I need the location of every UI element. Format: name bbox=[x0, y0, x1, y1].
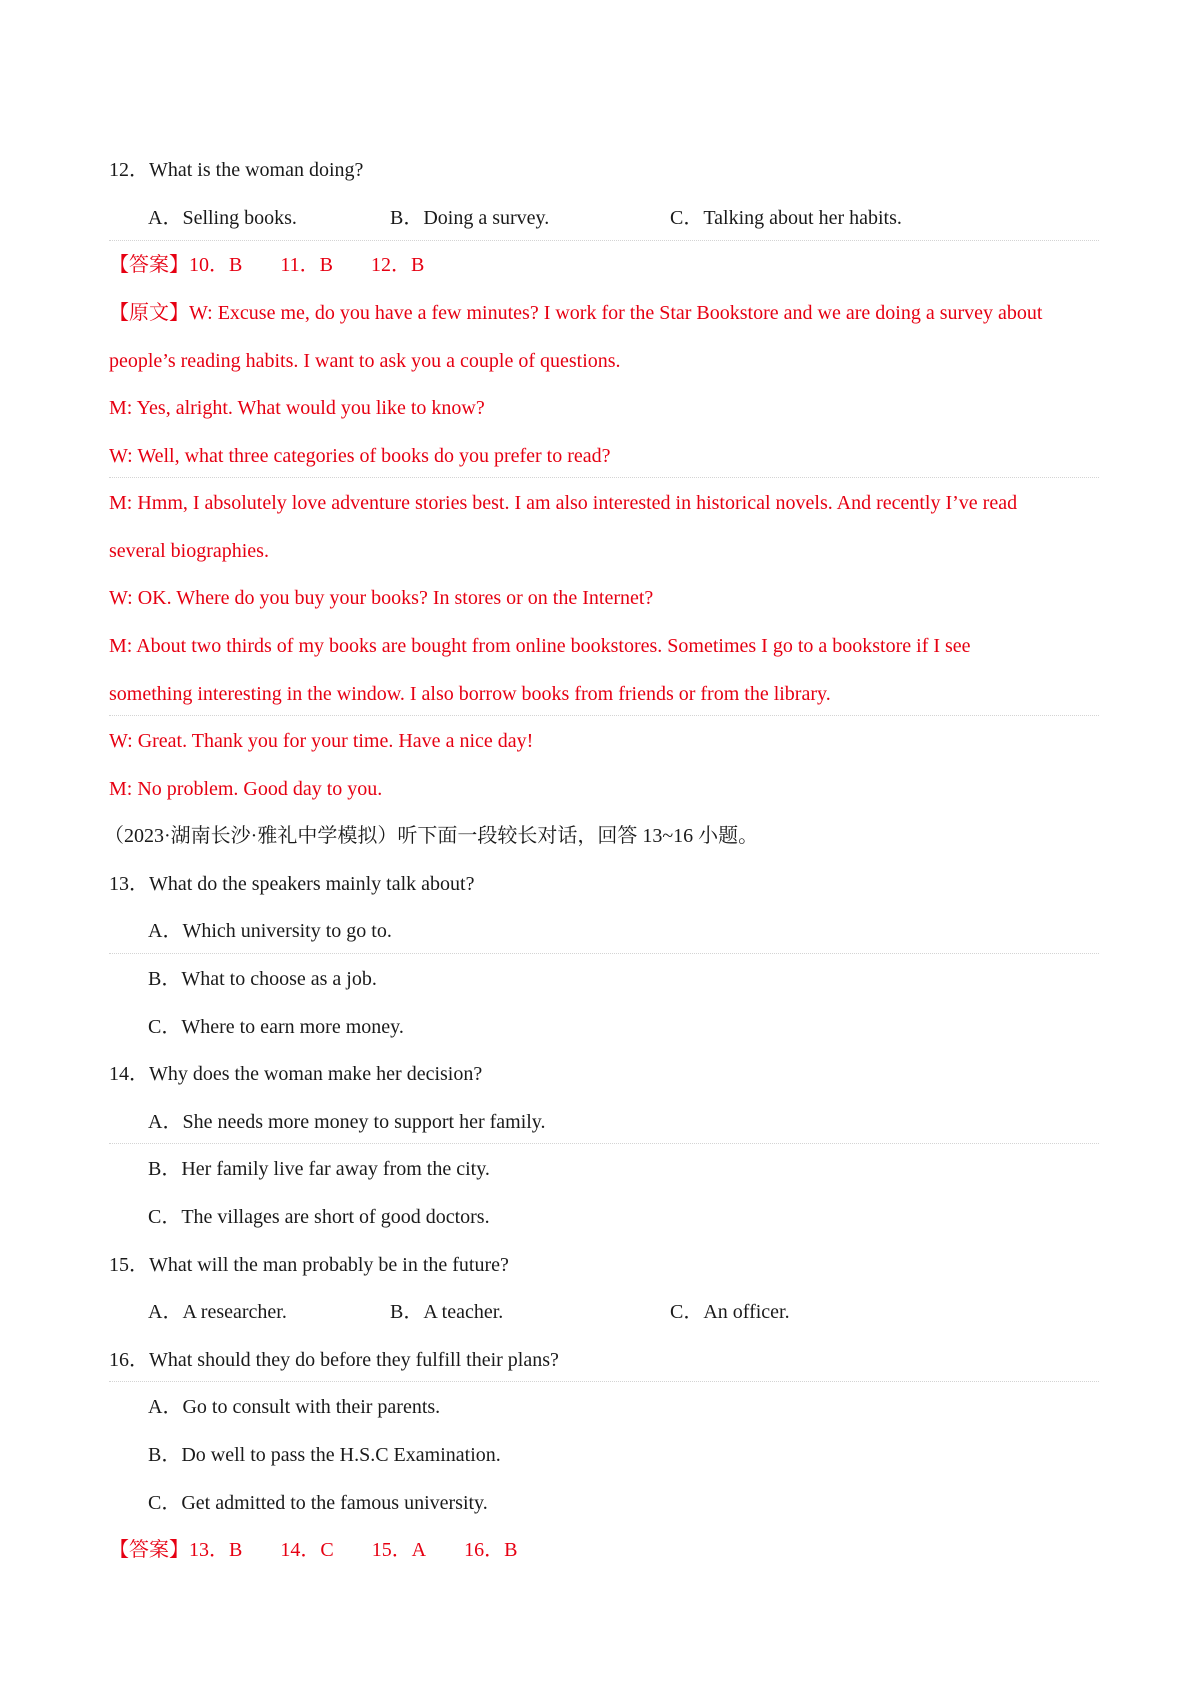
question-16-option-c: C．Get admitted to the famous university. bbox=[148, 1492, 488, 1514]
answer-item: 11．B bbox=[280, 254, 333, 276]
question-16-stem: 16．What should they do before they fulfill their plans? bbox=[109, 1349, 559, 1371]
answer-item: 12．B bbox=[370, 254, 425, 276]
dotted-rule bbox=[109, 1381, 1099, 1382]
transcript-text: W: Excuse me, do you have a few minutes? I work for the Star Bookstore and we are doing a survey about bbox=[189, 302, 1043, 324]
transcript-label: 【原文】 bbox=[109, 302, 189, 324]
answer-block-1 bbox=[109, 253, 424, 277]
dotted-rule bbox=[109, 953, 1099, 954]
question-12-option-a: A．Selling books. bbox=[148, 207, 297, 229]
transcript-line: W: Great. Thank you for your time. Have a nice day! bbox=[109, 730, 534, 752]
question-16-option-a: A．Go to consult with their parents. bbox=[148, 1396, 441, 1418]
answer-item: 16．B bbox=[464, 1539, 518, 1561]
question-14-option-a: A．She needs more money to support her family. bbox=[148, 1111, 546, 1133]
answer-item: 15．A bbox=[371, 1539, 427, 1561]
section-intro: （2023·湖南长沙·雅礼中学模拟）听下面一段较长对话，回答 13~16 小题。 bbox=[104, 825, 759, 847]
answer-item: 13．B bbox=[189, 1539, 243, 1561]
question-15-option-b: B．A teacher. bbox=[390, 1301, 504, 1323]
answer-item: 10．B bbox=[189, 254, 243, 276]
answer-item: 14．C bbox=[280, 1539, 334, 1561]
transcript-line bbox=[109, 301, 1042, 325]
dotted-rule bbox=[109, 240, 1099, 241]
question-14-option-b: B．Her family live far away from the city. bbox=[148, 1158, 490, 1180]
answer-label: 【答案】 bbox=[109, 1539, 189, 1561]
transcript-line: W: OK. Where do you buy your books? In stores or on the Internet? bbox=[109, 587, 654, 609]
question-13-option-a: A．Which university to go to. bbox=[148, 920, 392, 942]
transcript-line: people’s reading habits. I want to ask you a couple of questions. bbox=[109, 350, 621, 372]
question-13-option-c: C．Where to earn more money. bbox=[148, 1016, 404, 1038]
question-15-stem: 15．What will the man probably be in the future? bbox=[109, 1254, 509, 1276]
question-14-option-c: C．The villages are short of good doctors. bbox=[148, 1206, 490, 1228]
transcript-line: M: No problem. Good day to you. bbox=[109, 778, 383, 800]
dotted-rule bbox=[109, 477, 1099, 478]
dotted-rule bbox=[109, 715, 1099, 716]
answer-block-2 bbox=[109, 1538, 517, 1562]
transcript-line: M: Yes, alright. What would you like to know? bbox=[109, 397, 485, 419]
question-12-option-c: C．Talking about her habits. bbox=[670, 207, 902, 229]
answer-label: 【答案】 bbox=[109, 254, 189, 276]
question-14-stem: 14．Why does the woman make her decision? bbox=[109, 1063, 483, 1085]
transcript-line: several biographies. bbox=[109, 540, 269, 562]
question-13-stem: 13．What do the speakers mainly talk about? bbox=[109, 873, 475, 895]
question-15-option-a: A．A researcher. bbox=[148, 1301, 287, 1323]
question-12-option-b: B．Doing a survey. bbox=[390, 207, 550, 229]
transcript-line: something interesting in the window. I also borrow books from friends or from the library. bbox=[109, 683, 831, 705]
question-16-option-b: B．Do well to pass the H.S.C Examination. bbox=[148, 1444, 501, 1466]
question-12-stem: 12．What is the woman doing? bbox=[109, 159, 364, 181]
transcript-line: W: Well, what three categories of books do you prefer to read? bbox=[109, 445, 611, 467]
transcript-line: M: About two thirds of my books are bought from online bookstores. Sometimes I go to a bookstore if I see bbox=[109, 635, 971, 657]
question-15-option-c: C．An officer. bbox=[670, 1301, 790, 1323]
question-13-option-b: B．What to choose as a job. bbox=[148, 968, 377, 990]
dotted-rule bbox=[109, 1143, 1099, 1144]
transcript-line: M: Hmm, I absolutely love adventure stories best. I am also interested in historical novels. And recently I’ve read bbox=[109, 492, 1018, 514]
